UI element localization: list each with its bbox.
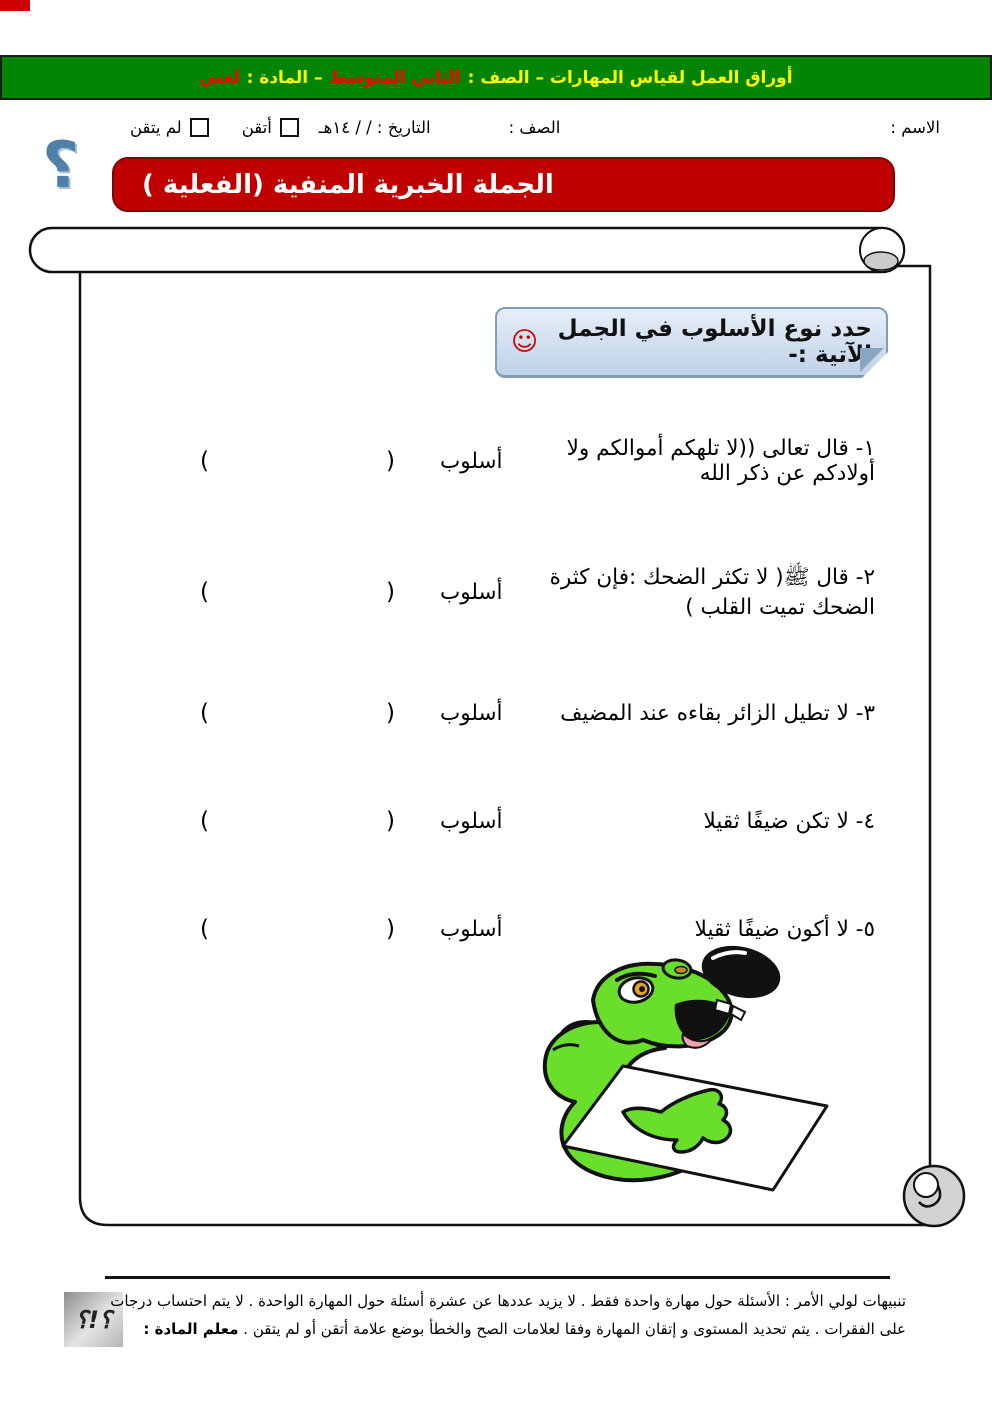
question-row-3 [200, 698, 875, 728]
date-label: التاريخ : / / ١٤هـ [318, 117, 431, 137]
name-label: الاسم : [890, 117, 940, 137]
question-text: ٢- قال ﷺ( لا تكثر الضحك :فإن كثرة الضحك تميت القلب ) [549, 565, 875, 620]
footer-note-line1: تنبيهات لولي الأمر : الأسئلة حول مهارة واحدة فقط . لا يزيد عددها عن عشرة أسئلة حول المهارة الواحدة . لا يتم احتساب درجات [110, 1292, 906, 1310]
header-subject-value: لغتي [199, 67, 240, 88]
open-paren: ( [200, 579, 209, 605]
style-label: أسلوب [440, 448, 503, 474]
instruction-text: حدد نوع الأسلوب في الجمل الآتية :- [557, 316, 872, 368]
question-row-1 [200, 436, 875, 486]
questions-list [200, 436, 875, 1022]
footer-notes [110, 1288, 906, 1344]
footer-note-line2 [136, 1316, 906, 1344]
header-grade-value: الثاني المتوسط [329, 67, 461, 88]
open-paren: ( [200, 700, 209, 726]
not-mastered-label: لم يتقن [129, 117, 182, 137]
question-text: ١- قال تعالى ((لا تلهكم أموالكم ولا أولادكم عن ذكر الله [566, 436, 875, 486]
close-paren: ) [386, 916, 395, 942]
mastered-checkbox[interactable] [280, 118, 299, 137]
mascot-illustration [505, 938, 905, 1206]
answer-blank[interactable] [200, 579, 395, 605]
style-label: أسلوب [440, 808, 503, 834]
scroll-top-roll [30, 228, 904, 272]
smiley-icon: ☺ [511, 327, 539, 357]
close-paren: ) [386, 700, 395, 726]
style-label: أسلوب [440, 579, 503, 605]
close-paren: ) [386, 808, 395, 834]
open-paren: ( [200, 808, 209, 834]
question-text: ٤- لا تكن ضيفًا ثقيلا [703, 808, 875, 834]
mascot-tooth-2 [731, 1006, 745, 1020]
question-text: ٥- لا أكون ضيفًا ثقيلا [694, 916, 875, 942]
answer-blank[interactable] [200, 448, 395, 474]
mascot-pupil [639, 986, 645, 992]
style-label: أسلوب [440, 700, 503, 726]
question-text: ٣- لا تطيل الزائر بقاءه عند المضيف [560, 700, 875, 726]
ribbon-fold-icon [860, 348, 884, 372]
footer-divider [105, 1276, 890, 1279]
instruction-ribbon [495, 307, 888, 378]
style-label: أسلوب [440, 916, 503, 942]
scroll-curl-inner [914, 1173, 938, 1197]
lesson-title: الجملة الخبرية المنفية (الفعلية ) [142, 169, 554, 200]
close-paren: ) [386, 448, 395, 474]
open-paren: ( [200, 448, 209, 474]
answer-blank[interactable] [200, 700, 395, 726]
corner-red-decoration [0, 0, 30, 11]
mastered-label: أتقن [241, 117, 272, 137]
mascot-ear-inner [675, 967, 687, 974]
header-title-segment: أوراق العمل لقياس المهارات – الصف : [467, 67, 793, 88]
header-subject-label: – المادة : [246, 67, 323, 88]
question-row-2 [200, 564, 875, 620]
question-exclamation-image: ؟!؟ [64, 1292, 123, 1347]
open-paren: ( [200, 916, 209, 942]
header-bar [0, 55, 992, 100]
answer-blank[interactable] [200, 916, 395, 942]
scroll-roll-end-shade [864, 252, 898, 270]
footer-note-line2-text: على الفقرات . يتم تحديد المستوى و إتقان المهارة وفقا لعلامات الصح والخطأ بوضع علامة أتقن أو لم يتقن . [243, 1319, 906, 1338]
answer-blank[interactable] [200, 808, 395, 834]
not-mastered-checkbox[interactable] [190, 118, 209, 137]
question-mark-decoration: ؟ [42, 129, 80, 203]
question-row-4 [200, 806, 875, 836]
teacher-label: معلم المادة : [143, 1319, 239, 1338]
student-info-row [0, 110, 992, 144]
close-paren: ) [386, 579, 395, 605]
lesson-title-banner [112, 157, 895, 212]
class-label: الصف : [508, 117, 561, 137]
